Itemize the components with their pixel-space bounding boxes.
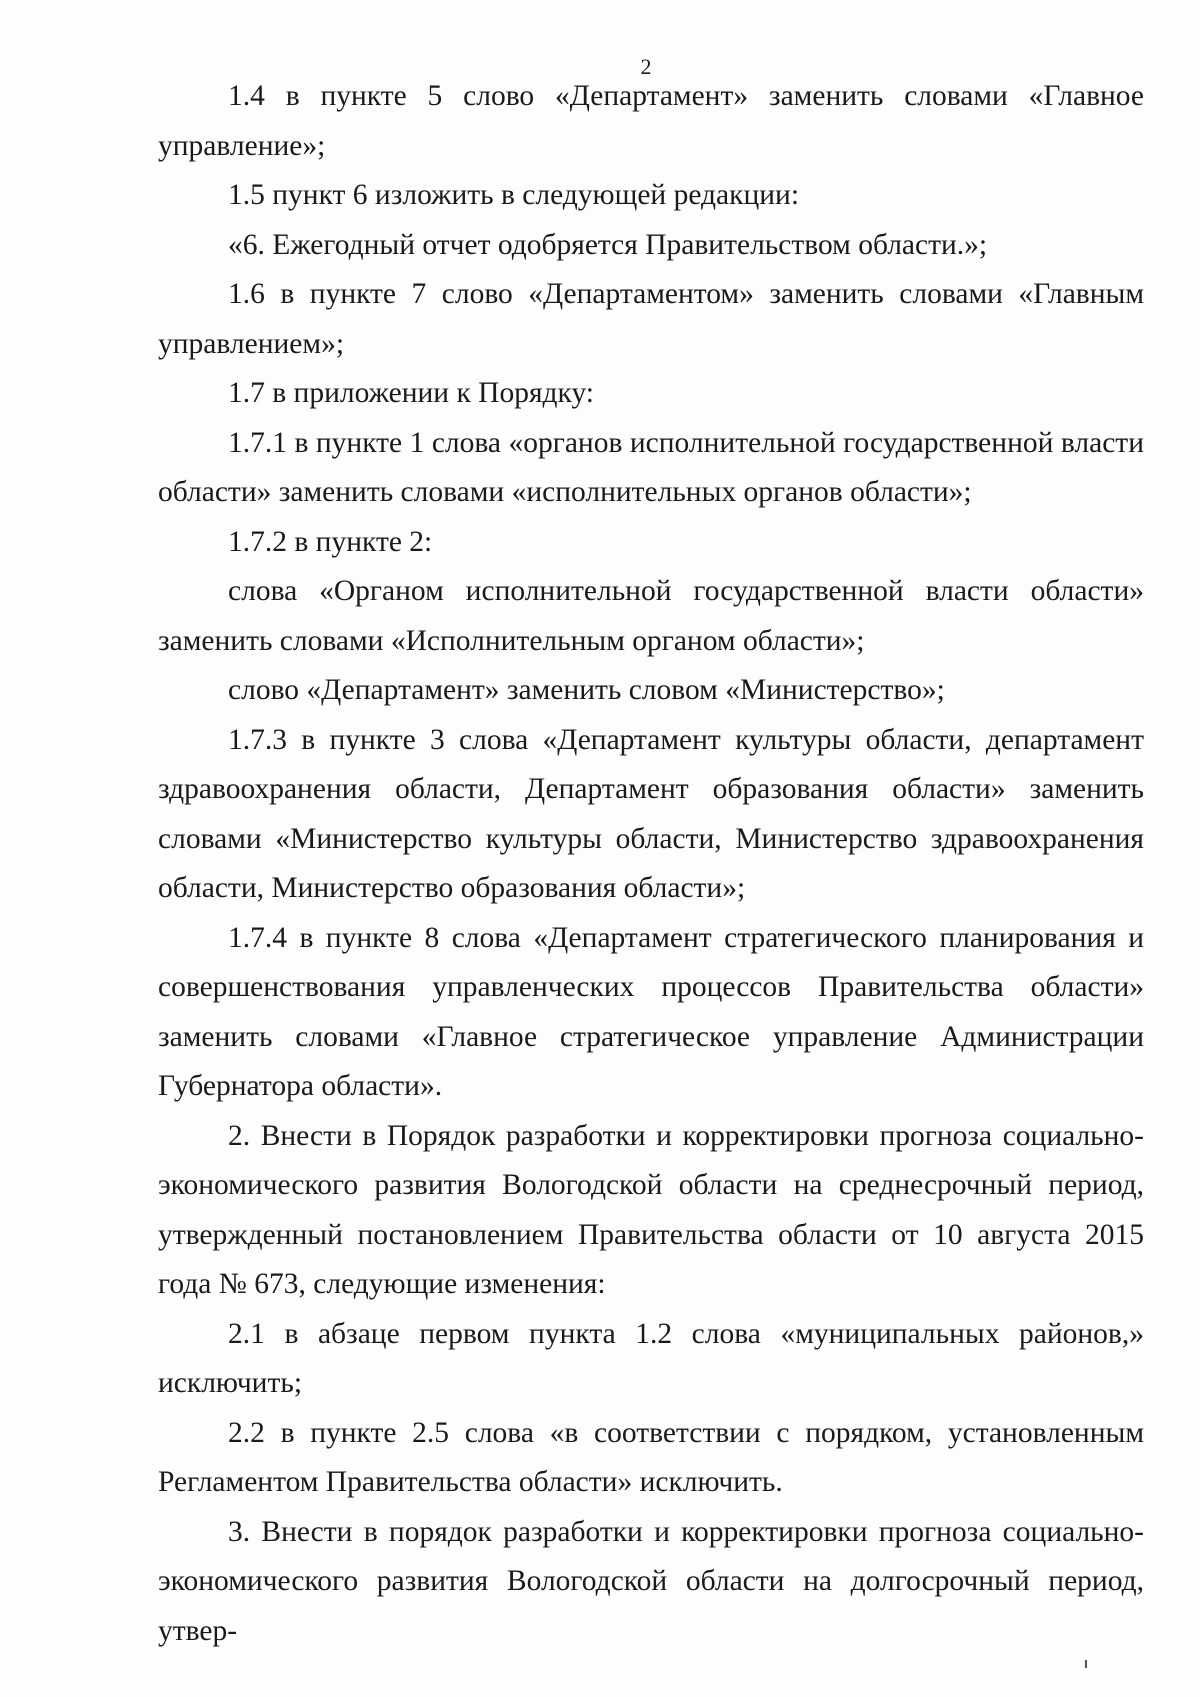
paragraph-2-1: 2.1 в абзаце первом пункта 1.2 слова «муниципальных районов,» исключить; — [158, 1317, 1144, 1399]
paragraph-2: 2. Внести в Порядок разработки и корректировки прогноза социально-экономического развития Вологодской области на среднесрочный период, утвержденный постановлением Правительства области от 10 августа 2015 года № 673, следующие изменения: — [158, 1119, 1144, 1300]
paragraph-quote-6: «6. Ежегодный отчет одобряется Правительством области.»; — [228, 228, 988, 261]
paragraph-1-5: 1.5 пункт 6 изложить в следующей редакции: — [228, 179, 800, 211]
paragraph-1-4: 1.4 в пункте 5 слово «Департамент» заменить словами «Главное управление»; — [158, 80, 1144, 162]
paragraph-1-7: 1.7 в приложении к Порядку: — [228, 377, 594, 409]
paragraph-1-6: 1.6 в пункте 7 слово «Департаментом» заменить словами «Главным управлением»; — [158, 278, 1144, 360]
document-body — [158, 72, 1144, 1656]
paragraph-1-7-1: 1.7.1 в пункте 1 слова «органов исполнительной государственной власти области» заменить словами «исполнительных органов области»; — [158, 426, 1144, 508]
paragraph-1-7-2: 1.7.2 в пункте 2: — [228, 525, 433, 558]
paragraph-1-7-4: 1.7.4 в пункте 8 слова «Департамент стратегического планирования и совершенствования управленческих процессов Правительства области» заменить словами «Главное стратегическое управление Администрации Губернатора области». — [158, 921, 1144, 1102]
scan-artifact — [1085, 1660, 1087, 1668]
paragraph-1-7-2-words: слова «Органом исполнительной государственной власти области» заменить словами «Исполнительным органом области»; — [158, 575, 1144, 657]
page-number: 2 — [640, 54, 652, 79]
paragraph-2-2: 2.2 в пункте 2.5 слова «в соответствии с порядком, установленным Регламентом Правительства области» исключить. — [158, 1416, 1144, 1498]
paragraph-1-7-3: 1.7.3 в пункте 3 слова «Департамент культуры области, департамент здравоохранения области, Департамент образования области» заменить словами «Министерство культуры области, Министерство здравоохранения области, Министерство образования области»; — [158, 723, 1144, 904]
paragraph-1-7-2-word: слово «Департамент» заменить словом «Министерство»; — [228, 674, 945, 706]
paragraph-3: 3. Внести в порядок разработки и корректировки прогноза социально-экономического развития Вологодской области на долгосрочный период, утвер- — [158, 1515, 1144, 1647]
